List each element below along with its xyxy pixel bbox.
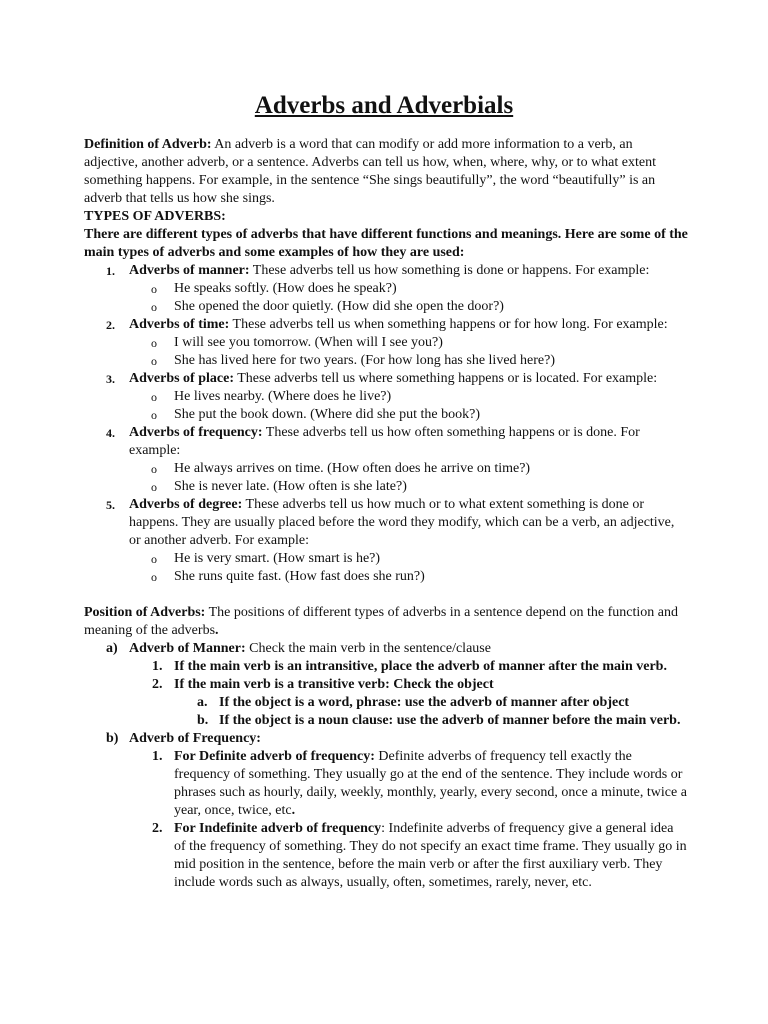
bullet-icon: o (151, 354, 157, 368)
example-list (129, 388, 688, 424)
type-label: Adverbs of degree: (129, 497, 243, 512)
list-letter: a) (106, 641, 118, 656)
type-text: These adverbs tell us when something happens or for how long. For example: (229, 317, 668, 332)
type-number: 3. (106, 372, 115, 386)
type-number: 5. (106, 498, 115, 512)
list-number: 1. (152, 749, 163, 764)
example-item (129, 388, 688, 406)
type-number: 1. (106, 264, 115, 278)
type-number: 4. (106, 426, 115, 440)
example-text: She put the book down. (Where did she put the book?) (174, 407, 480, 422)
frequency-rule-2 (84, 820, 688, 892)
example-item (129, 406, 688, 424)
manner-subrule-a (84, 694, 688, 712)
position-manner-label: Adverb of Manner: (129, 641, 246, 656)
rule-text: : Indefinite adverbs of frequency give a general idea of the frequency of something. They do not specify an exact time frame. They usually go in mid position in the sentence, before the main verb or after the first auxiliary verb. They include words such as always, usually, often, sometimes, rarely, never, etc. (174, 821, 687, 890)
example-list (129, 550, 688, 586)
example-text: He lives nearby. (Where does he live?) (174, 389, 392, 404)
type-item-degree (84, 496, 688, 586)
example-text: She runs quite fast. (How fast does she run?) (174, 569, 425, 584)
example-list (129, 334, 688, 370)
position-frequency-item (84, 730, 688, 748)
position-paragraph (84, 604, 688, 640)
bullet-icon: o (151, 480, 157, 494)
type-text: These adverbs tell us how often something happens or is done. For example: (129, 425, 640, 458)
example-text: He is very smart. (How smart is he?) (174, 551, 381, 566)
example-item (129, 280, 688, 298)
example-item (129, 550, 688, 568)
definition-text: An adverb is a word that can modify or add more information to a verb, an adjective, another adverb, or a sentence. Adverbs can tell us how, when, where, why, or to what extent something happens. For example, in the sentence “She sings beautifully”, the word “beautifully” is an adverb that tells us how she sings. (84, 137, 656, 206)
document-body (84, 136, 688, 892)
example-list (129, 460, 688, 496)
example-list (129, 280, 688, 316)
type-text: These adverbs tell us where something happens or is located. For example: (234, 371, 658, 386)
list-letter: b) (106, 731, 119, 746)
list-number: 2. (152, 677, 163, 692)
position-label: Position of Adverbs: (84, 605, 206, 620)
example-text: She has lived here for two years. (For how long has she lived here?) (174, 353, 556, 368)
type-label: Adverbs of manner: (129, 263, 250, 278)
type-number: 2. (106, 318, 115, 332)
frequency-rule-1 (84, 748, 688, 820)
list-letter: b. (197, 713, 209, 728)
position-end: . (215, 623, 219, 638)
bullet-icon: o (151, 282, 157, 296)
example-item (129, 460, 688, 478)
rule-end: . (291, 803, 296, 818)
spacer (84, 586, 688, 604)
type-label: Adverbs of time: (129, 317, 230, 332)
position-frequency-label: Adverb of Frequency: (129, 731, 261, 746)
manner-subrule-b (84, 712, 688, 730)
types-list (84, 262, 688, 586)
type-label: Adverbs of place: (129, 371, 234, 386)
example-item (129, 352, 688, 370)
type-item-place (84, 370, 688, 424)
rule-text: If the object is a noun clause: use the adverb of manner before the main verb. (219, 713, 681, 728)
example-item (129, 568, 688, 586)
bullet-icon: o (151, 408, 157, 422)
example-text: She is never late. (How often is she late?) (174, 479, 407, 494)
rule-text: Definite adverbs of frequency tell exactly the frequency of something. They usually go at the end of the sentence. They include words or phrases such as hourly, daily, weekly, monthly, yearly, every second, once a minute, twice a year, once, twice, etc (174, 749, 687, 818)
example-text: He always arrives on time. (How often does he arrive on time?) (174, 461, 531, 476)
types-heading: TYPES OF ADVERBS: (84, 209, 226, 224)
bullet-icon: o (151, 462, 157, 476)
position-manner-item (84, 640, 688, 658)
type-text: These adverbs tell us how something is done or happens. For example: (249, 263, 650, 278)
type-label: Adverbs of frequency: (129, 425, 263, 440)
example-text: He speaks softly. (How does he speak?) (174, 281, 397, 296)
rule-label: For Definite adverb of frequency: (174, 749, 375, 764)
rule-text: If the main verb is a transitive verb: Check the object (174, 677, 494, 692)
type-item-manner (84, 262, 688, 316)
list-number: 1. (152, 659, 163, 674)
example-item (129, 334, 688, 352)
list-number: 2. (152, 821, 163, 836)
example-text: I will see you tomorrow. (When will I see you?) (174, 335, 443, 350)
types-intro: There are different types of adverbs that have different functions and meanings. Here are some of the main types of adverbs and some examples of how they are used: (84, 227, 688, 260)
list-letter: a. (197, 695, 208, 710)
position-manner-text: Check the main verb in the sentence/clause (245, 641, 491, 656)
bullet-icon: o (151, 390, 157, 404)
definition-paragraph (84, 136, 688, 208)
position-text: The positions of different types of adverbs in a sentence depend on the function and meaning of the adverbs (84, 605, 678, 638)
rule-text: If the object is a word, phrase: use the adverb of manner after object (219, 695, 630, 710)
bullet-icon: o (151, 570, 157, 584)
bullet-icon: o (151, 336, 157, 350)
bullet-icon: o (151, 552, 157, 566)
bullet-icon: o (151, 300, 157, 314)
type-item-time (84, 316, 688, 370)
rule-label: For Indefinite adverb of frequency (174, 821, 382, 836)
type-text: These adverbs tell us how much or to what extent something is done or happens. They are usually placed before the word they modify, which can be a verb, an adjective, or another adverb. For example: (129, 497, 675, 548)
example-item (129, 298, 688, 316)
example-item (129, 478, 688, 496)
type-item-frequency (84, 424, 688, 496)
manner-rule-1 (84, 658, 688, 676)
example-text: She opened the door quietly. (How did she open the door?) (174, 299, 504, 314)
definition-label: Definition of Adverb: (84, 137, 212, 152)
rule-text: If the main verb is an intransitive, place the adverb of manner after the main verb. (174, 659, 667, 674)
page-title: Adverbs and Adverbials (254, 92, 514, 119)
manner-rule-2 (84, 676, 688, 694)
